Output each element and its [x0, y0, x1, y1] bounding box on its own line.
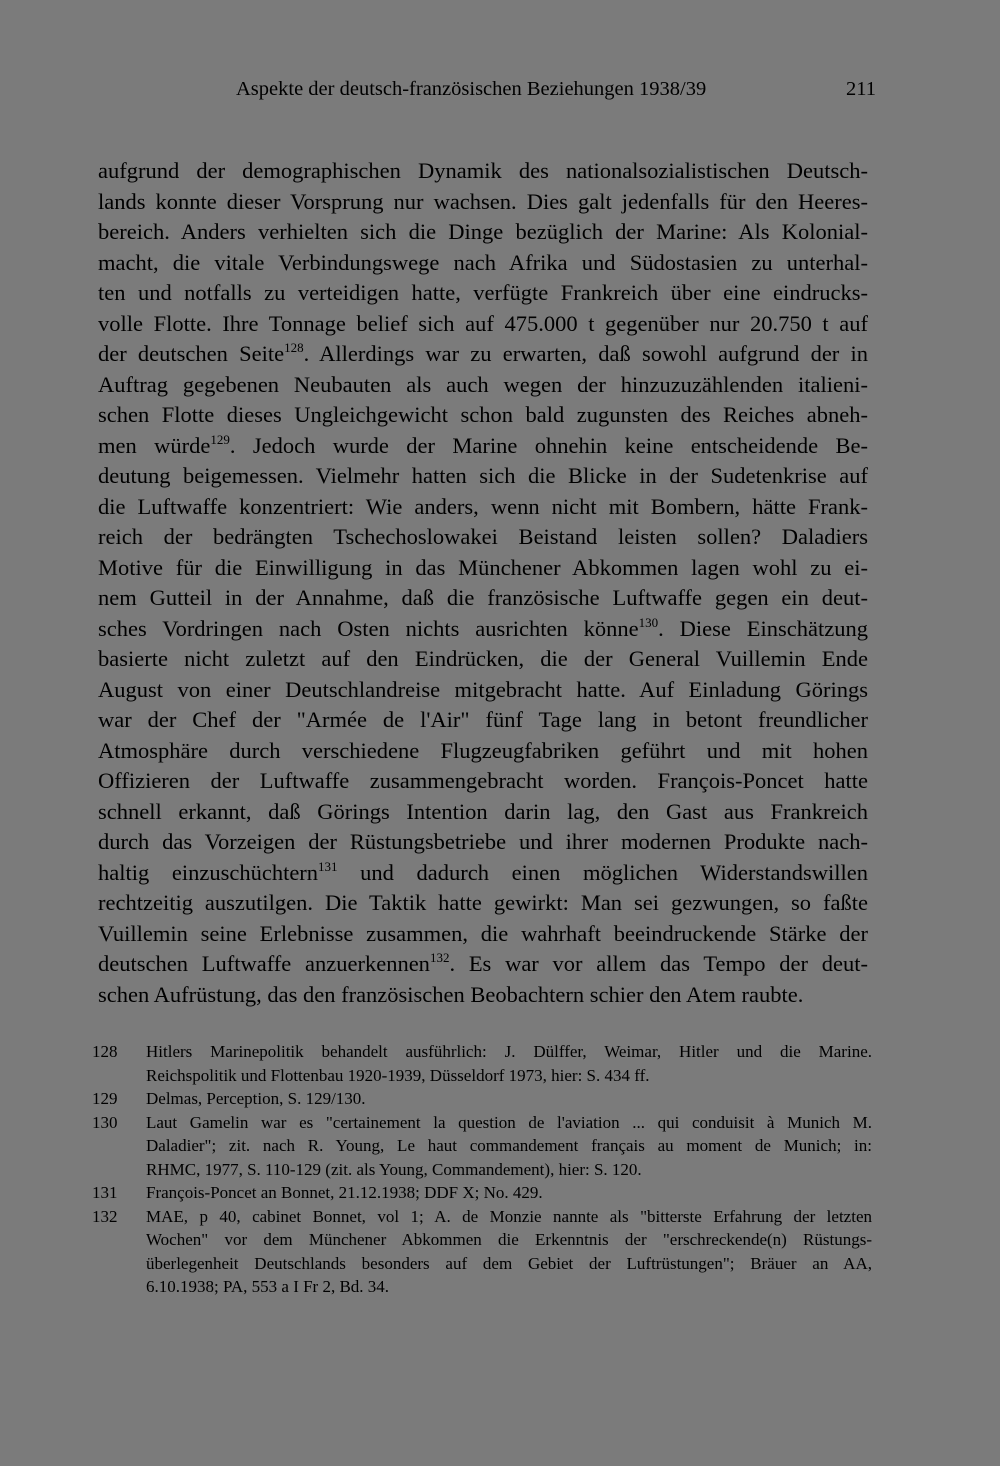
- footnote-line: 6.10.1938; PA, 553 a I Fr 2, Bd. 34.: [146, 1277, 390, 1296]
- footnote-line: Hitlers Marinepolitik behandelt ausführlich: J. Dülffer, Weimar, Hitler und die Marine.: [146, 1042, 872, 1061]
- footnote-number: 130: [92, 1112, 118, 1132]
- text-line: schnell erkannt, daß Görings Intention darin lag, den Gast aus Frankreich: [98, 798, 868, 824]
- text-line: ten und notfalls zu verteidigen hatte, verfügte Frankreich über eine eindrucks-: [98, 280, 868, 305]
- footnote-line: überlegenheit Deutschlands besonders auf dem Gebiet der Luftrüstungen"; Bräuer an AA,: [146, 1253, 872, 1273]
- footnote: [92, 1181, 872, 1205]
- text-line: nem Gutteil in der Annahme, daß die französische Luftwaffe gegen ein deut-: [98, 585, 868, 610]
- text-line: macht, die vitale Verbindungswege nach Afrika und Südostasien zu unterhal-: [98, 249, 868, 275]
- footnote-line: Delmas, Perception, S. 129/130.: [146, 1089, 366, 1108]
- footnote-number: 128: [92, 1042, 118, 1061]
- text-line: der deutschen Seite$^{128}$. Allerdings war zu erwarten, daß sowohl aufgrund der in: [98, 340, 868, 366]
- text-line: Motive für die Einwilligung in das Münchener Abkommen lagen wohl zu ei-: [98, 554, 868, 580]
- footnote-reference[interactable]: 131: [318, 858, 338, 874]
- footnote: [92, 1111, 872, 1182]
- page-number: 211: [846, 78, 876, 100]
- footnote: [92, 1040, 872, 1087]
- text-line: bereich. Anders verhielten sich die Dinge bezüglich der Marine: Als Kolonial-: [98, 219, 868, 244]
- text-line: die Luftwaffe konzentriert: Wie anders, wenn nicht mit Bombern, hätte Frank-: [98, 493, 868, 519]
- footnote-number: 131: [92, 1183, 118, 1202]
- text-line: durch das Vorzeigen der Rüstungsbetriebe und ihrer modernen Produkte nach-: [98, 829, 868, 854]
- text-line: deutschen Luftwaffe anzuerkennen$^{132}$. Es war vor allem das Tempo der deut-: [98, 950, 868, 976]
- footnote-line: Laut Gamelin war es "certainement la question de l'aviation ... qui conduisit à Munich M.: [146, 1112, 872, 1132]
- footnote-line: MAE, p 40, cabinet Bonnet, vol 1; A. de Monzie nannte als "bitterste Erfahrung der letzten: [146, 1206, 872, 1226]
- text-line: war der Chef der "Armée de l'Air" fünf Tage lang in betont freundlicher: [98, 707, 868, 732]
- text-line: men würde$^{129}$. Jedoch wurde der Marine ohnehin keine entscheidende Be-: [98, 431, 868, 458]
- text-line: Vuillemin seine Erlebnisse zusammen, die wahrhaft beeindruckende Stärke der: [98, 920, 868, 946]
- text-line: schen Aufrüstung, das den französischen Beobachtern schier den Atem raubte.: [98, 981, 804, 1007]
- text-line: schen Flotte dieses Ungleichgewicht schon bald zugunsten des Reiches abneh-: [98, 402, 868, 427]
- footnote-line: RHMC, 1977, S. 110-129 (zit. als Young, Commandement), hier: S. 120.: [146, 1159, 642, 1179]
- text-line: volle Flotte. Ihre Tonnage belief sich auf 475.000 t gegenüber nur 20.750 t auf: [98, 310, 868, 336]
- footnote-reference[interactable]: 129: [210, 431, 230, 447]
- text-line: basierte nicht zuletzt auf den Eindrücken, die der General Vuillemin Ende: [98, 646, 868, 671]
- text-line: lands konnte dieser Vorsprung nur wachsen. Dies galt jedenfalls für den Heeres-: [98, 188, 868, 214]
- text-line: deutung beigemessen. Vielmehr hatten sich die Blicke in der Sudetenkrise auf: [98, 463, 868, 488]
- footnote: [92, 1205, 872, 1299]
- text-line: haltig einzuschüchtern$^{131}$ und dadurch einen möglichen Widerstandswillen: [98, 858, 868, 885]
- text-line: Auftrag gegebenen Neubauten als auch wegen der hinzuzuzählenden italieni-: [98, 371, 868, 397]
- text-line: Offizieren der Luftwaffe zusammengebracht worden. François-Poncet hatte: [98, 768, 868, 793]
- text-line: reich der bedrängten Tschechoslowakei Beistand leisten sollen? Daladiers: [98, 524, 868, 549]
- footnotes: [92, 1040, 872, 1299]
- text-line: rechtzeitig auszutilgen. Die Taktik hatte gewirkt: Man sei gezwungen, so faßte: [98, 890, 868, 915]
- footnote-reference[interactable]: 132: [429, 950, 450, 965]
- footnote: [92, 1087, 872, 1111]
- footnote-line: Wochen" vor dem Münchener Abkommen die Erkenntnis der "erschreckende(n) Rüstungs-: [146, 1230, 872, 1249]
- running-title: Aspekte der deutsch-französischen Beziehungen 1938/39: [236, 78, 707, 100]
- footnote-number: 129: [92, 1089, 118, 1108]
- footnote-line: Reichspolitik und Flottenbau 1920-1939, Düsseldorf 1973, hier: S. 434 ff.: [146, 1065, 650, 1085]
- text-line: sches Vordringen nach Osten nichts ausrichten könne$^{130}$. Diese Einschätzung: [98, 614, 868, 641]
- text-line: August von einer Deutschlandreise mitgebracht hatte. Auf Einladung Görings: [98, 676, 868, 702]
- footnote-number: 132: [92, 1206, 118, 1226]
- footnote-reference[interactable]: 130: [638, 614, 659, 630]
- text-line: aufgrund der demographischen Dynamik des nationalsozialistischen Deutsch-: [98, 158, 868, 183]
- footnote-line: Daladier"; zit. nach R. Young, Le haut commandement français au moment de Munich; in:: [146, 1136, 872, 1155]
- footnote-line: François-Poncet an Bonnet, 21.12.1938; DDF X; No. 429.: [146, 1183, 543, 1202]
- main-text: [98, 156, 868, 1010]
- footnote-reference[interactable]: 128: [284, 340, 304, 355]
- text-line: Atmosphäre durch verschiedene Flugzeugfabriken geführt und mit hohen: [98, 737, 868, 763]
